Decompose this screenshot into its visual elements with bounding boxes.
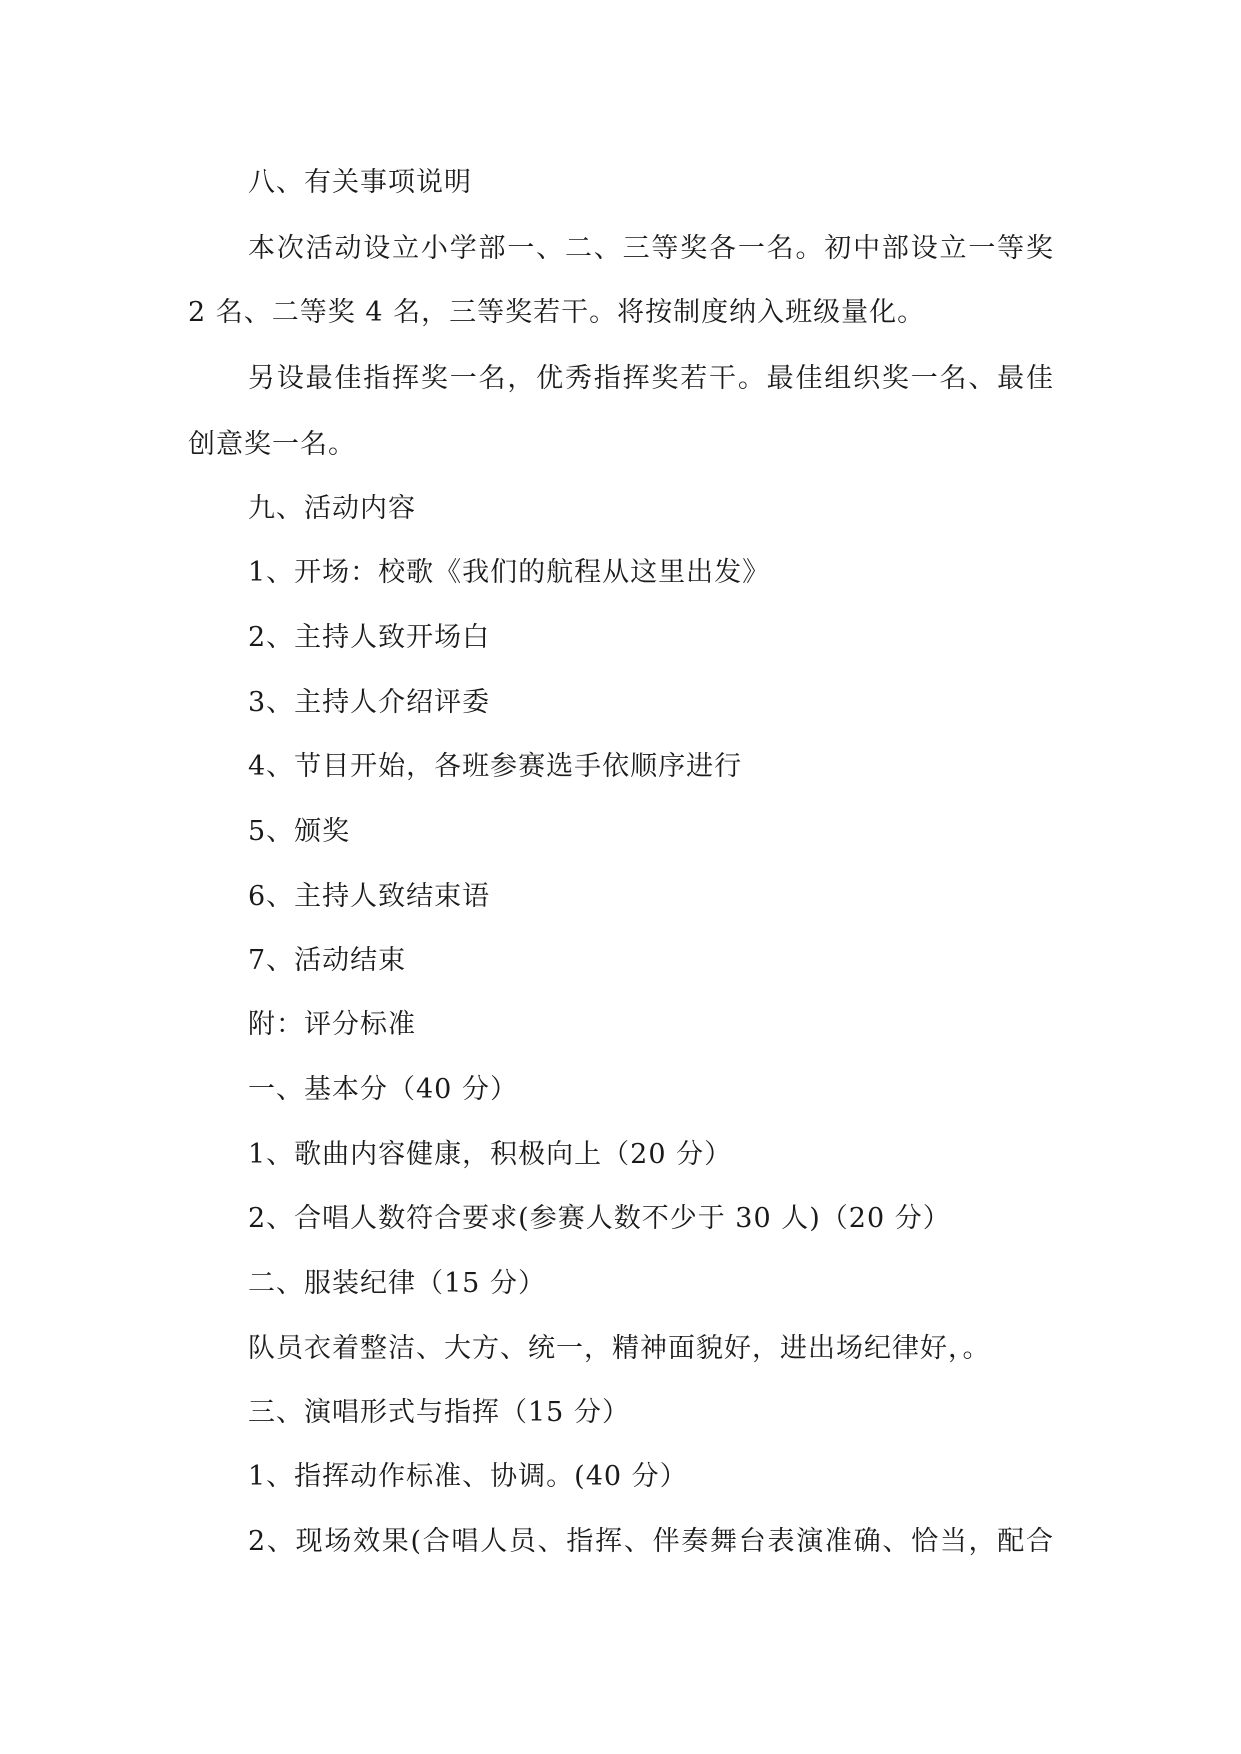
paragraph-line: 创意奖一名。 [188, 429, 356, 460]
criteria-item: 队员衣着整洁、大方、统一，精神面貌好，进出场纪律好，。 [248, 1333, 991, 1364]
list-item: 6、主持人致结束语 [248, 881, 491, 912]
list-item: 2、主持人致开场白 [248, 622, 491, 653]
list-item: 5、颁奖 [248, 816, 351, 847]
paragraph-line: 本次活动设立小学部一、二、三等奖各一名。初中部设立一等奖 [248, 233, 1054, 264]
list-item: 4、节目开始，各班参赛选手依顺序进行 [248, 751, 743, 782]
paragraph-line: 另设最佳指挥奖一名，优秀指挥奖若干。最佳组织奖一名、最佳 [248, 363, 1054, 394]
criteria-heading: 一、基本分（40 分） [248, 1074, 518, 1105]
list-item: 3、主持人介绍评委 [248, 687, 491, 718]
criteria-item: 2、合唱人数符合要求(参赛人数不少于 30 人)（20 分） [248, 1203, 951, 1234]
criteria-item: 1、指挥动作标准、协调。(40 分） [248, 1461, 688, 1492]
list-item: 1、开场：校歌《我们的航程从这里出发》 [248, 557, 771, 588]
criteria-item: 1、歌曲内容健康，积极向上（20 分） [248, 1139, 733, 1170]
criteria-heading: 二、服装纪律（15 分） [248, 1268, 546, 1299]
criteria-heading: 三、演唱形式与指挥（15 分） [248, 1397, 630, 1428]
paragraph-line: 2 名、二等奖 4 名，三等奖若干。将按制度纳入班级量化。 [188, 297, 926, 328]
criteria-item: 2、现场效果(合唱人员、指挥、伴奏舞台表演准确、恰当，配合 [248, 1526, 1054, 1557]
list-item: 7、活动结束 [248, 945, 407, 976]
section-heading-8: 八、有关事项说明 [248, 167, 472, 198]
section-heading-9: 九、活动内容 [248, 493, 416, 524]
appendix-heading: 附：评分标准 [248, 1009, 416, 1040]
